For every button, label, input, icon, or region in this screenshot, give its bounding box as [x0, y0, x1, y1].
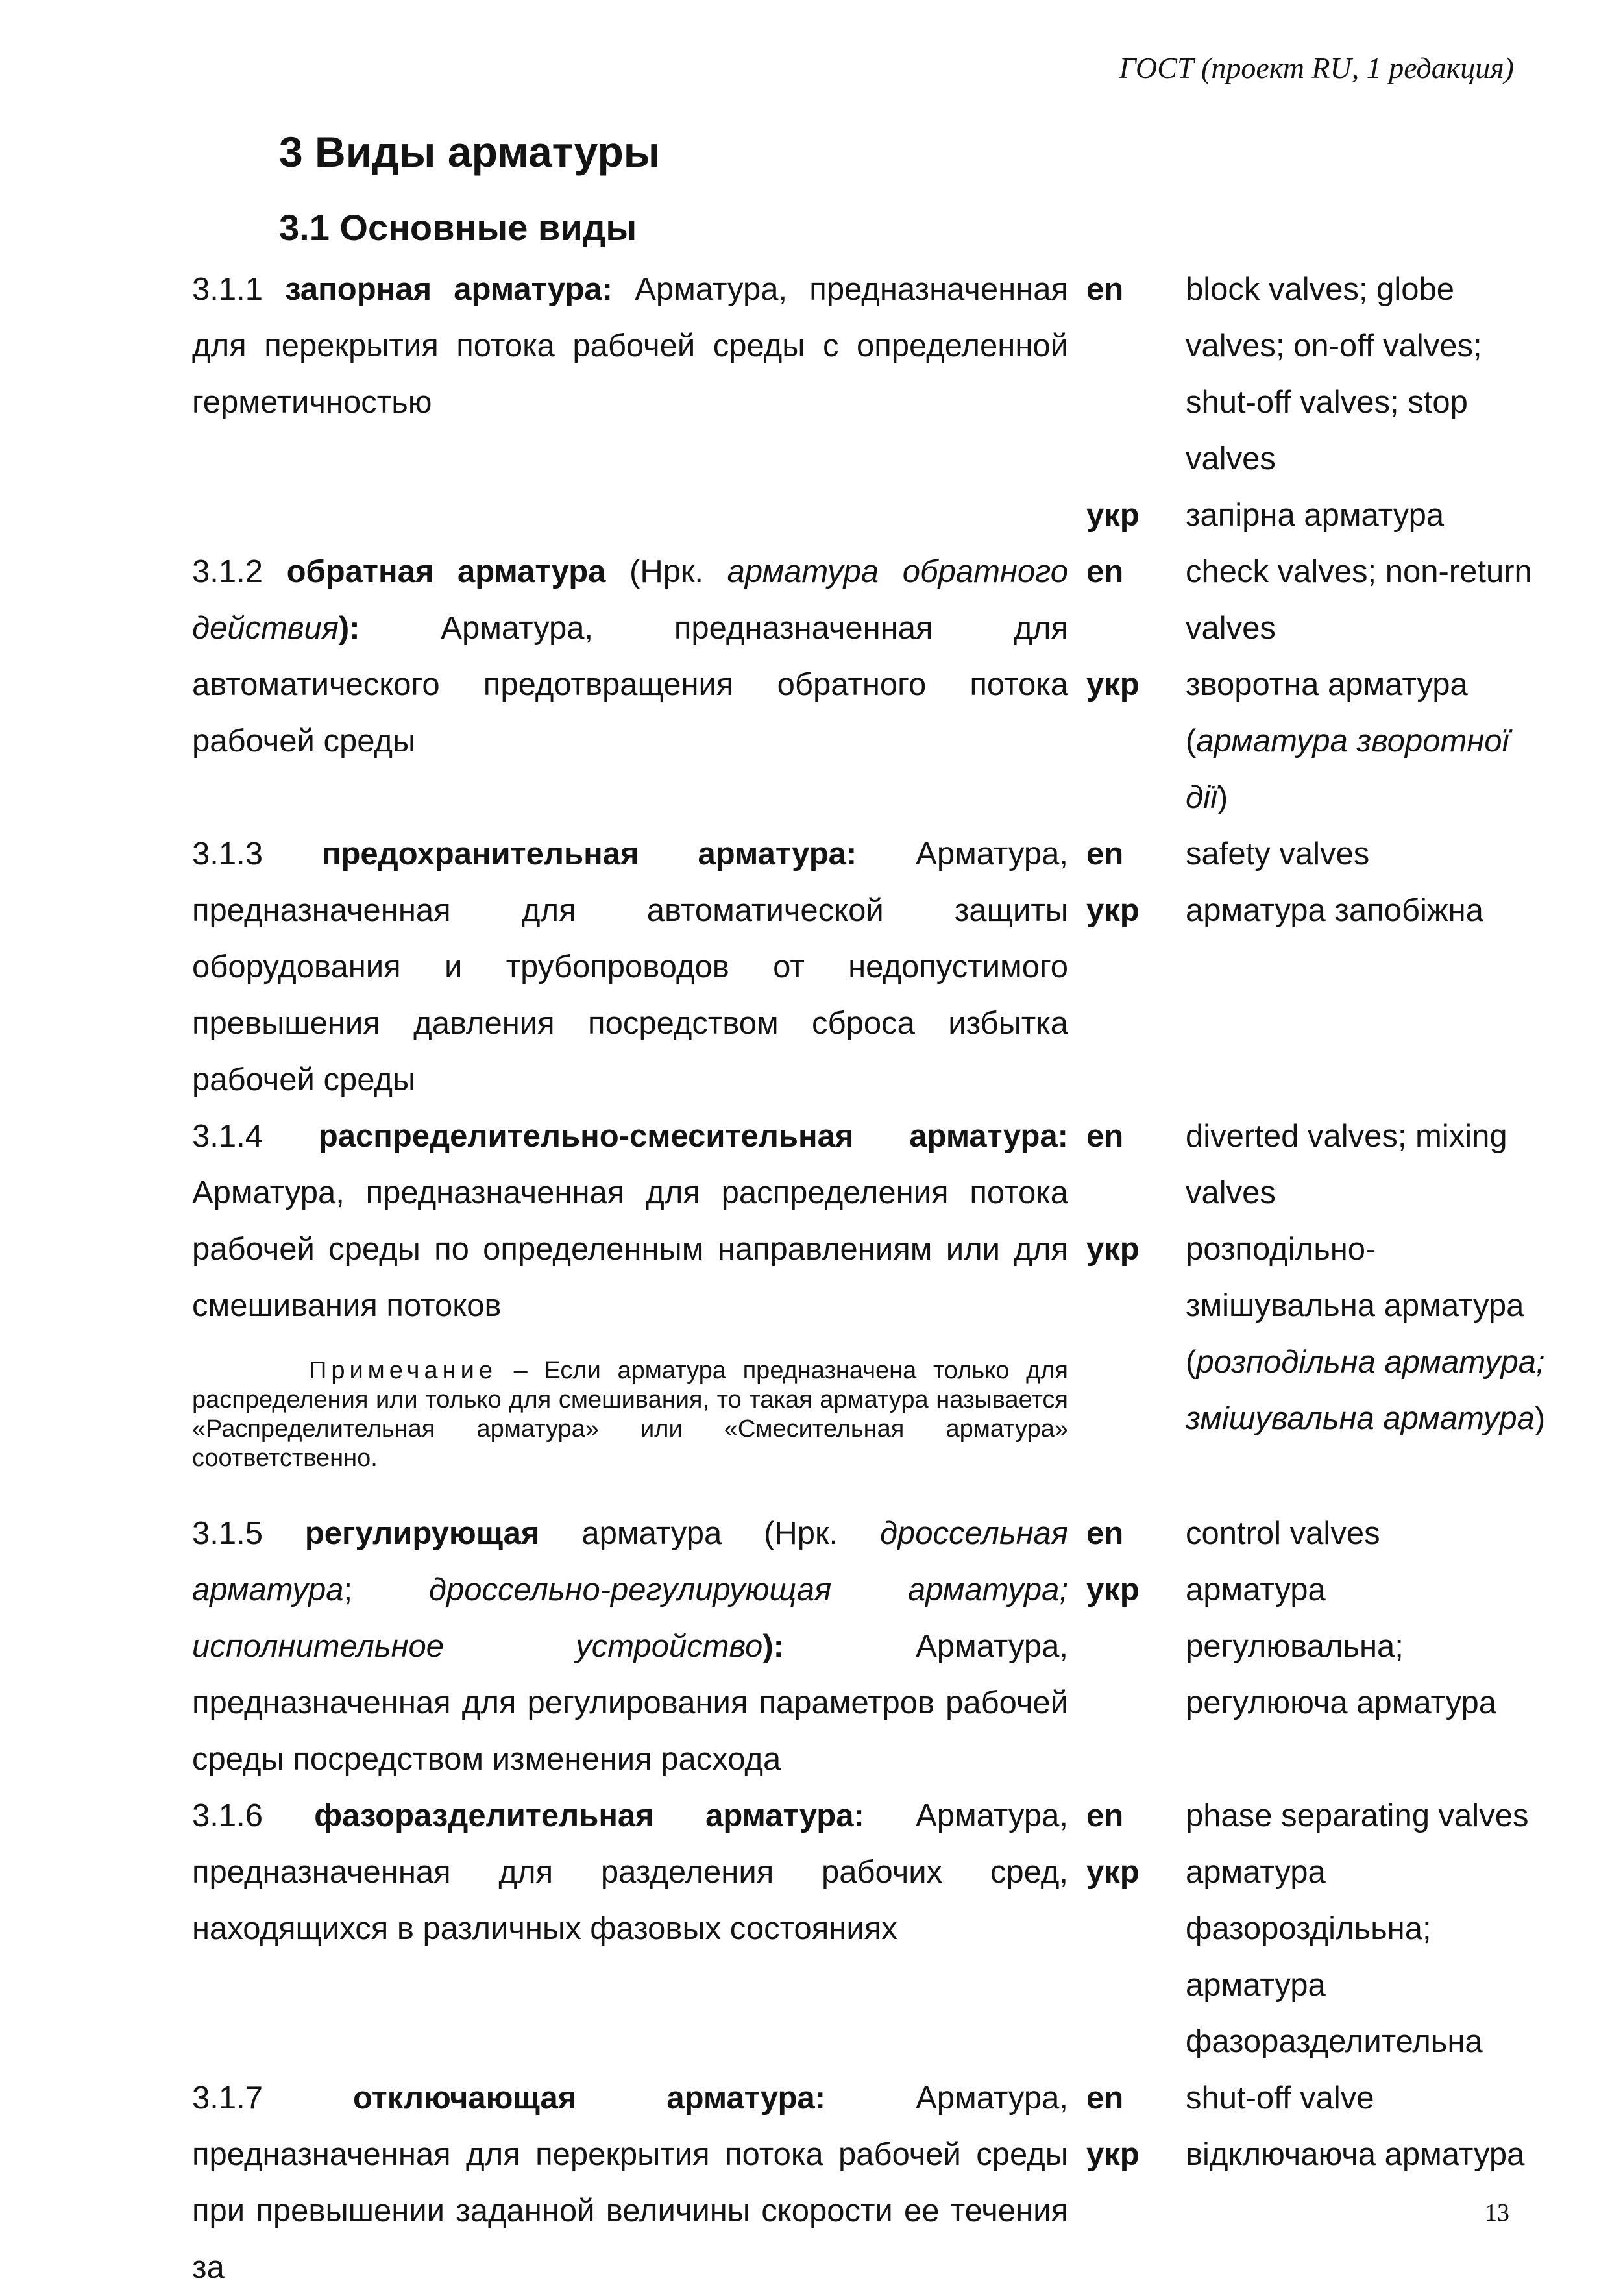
term-definition — [192, 2070, 1068, 2296]
term-number: 3.1.1 — [192, 272, 263, 307]
note-label: Примечание — [309, 1357, 497, 1384]
translations — [1186, 1108, 1546, 1506]
term-definition: 3.1.5 регулирующая арматура (Нрк. дроссельная арматура; дроссельно-регулирующая арматура; исполнительное устройство): Арматура, предназначенная для регулирования параметров рабочей среды посредством изменения расхода — [192, 1516, 1068, 1777]
term-number: 3.1.7 — [192, 2081, 263, 2116]
translation-uk: розподільно-змішувальна арматура (розподільна арматура; змішувальна арматура) — [1186, 1232, 1546, 1436]
lang-code-uk: укр — [1086, 1572, 1140, 1607]
translation-en: shut-off valve — [1186, 2081, 1374, 2116]
term-number: 3.1.5 — [192, 1516, 263, 1551]
terms-list — [192, 262, 1546, 2296]
translations — [1186, 544, 1546, 826]
term-name: запорная арматура: — [285, 272, 613, 307]
definition-text: Арматура, предназначенная для регулирования параметров рабочей среды посредством изменения расхода — [192, 1629, 1068, 1777]
translations — [1186, 826, 1546, 1108]
definition-text: Арматура, предназначенная для автоматической защиты оборудования и трубопроводов от недопустимого превышения давления посредством сброса избытка рабочей среды — [192, 837, 1068, 1097]
definition-text: Арматура, предназначенная для разделения рабочих сред, находящихся в различных фазовых состояниях — [192, 1798, 1068, 1946]
term-definition — [192, 826, 1068, 1108]
definition-text: Арматура, предназначенная для распределения потока рабочей среды по определенным направлениям или для смешивания потоков — [192, 1175, 1068, 1323]
note-text: – Если арматура предназначена только для распределения или только для смешивания, то такая арматура называется «Распределительная арматура» или «Смесительная арматура» соответственно. — [192, 1357, 1069, 1472]
definition-text: Арматура, предназначенная для перекрытия потока рабочей среды при превышении заданной величины скорости ее течения за — [192, 2081, 1068, 2285]
term-name: распределительно-смесительная арматура: — [318, 1119, 1068, 1154]
term-entry — [192, 1108, 1546, 1506]
term-name: обратная арматура — [286, 554, 606, 589]
translation-en: diverted valves; mixing valves — [1186, 1119, 1507, 1210]
term-definition: 3.1.2 обратная арматура (Нрк. арматура обратного действия): Арматура, предназначенная для автоматического предотвращения обратного потока рабочей среды — [192, 554, 1068, 759]
term-definition — [192, 262, 1068, 544]
translations — [1186, 2070, 1546, 2296]
language-codes — [1086, 262, 1167, 544]
language-codes — [1086, 544, 1167, 826]
translation-en: block valves; globe valves; on-off valves; shut-off valves; stop valves — [1186, 272, 1482, 476]
term-name: регулирующая — [304, 1516, 540, 1551]
term-number: 3.1.2 — [192, 554, 263, 589]
note — [192, 1356, 1068, 1473]
lang-code-en: en — [1086, 2081, 1124, 2116]
translation-uk: арматура регулювальна; регулююча арматура — [1186, 1572, 1497, 1720]
lang-code-uk: укр — [1086, 1855, 1140, 1890]
deprecated-term: дроссельная арматура — [192, 1516, 1068, 1607]
translation-uk-alt: арматура зворотної дії — [1186, 724, 1509, 815]
translation-en: check valves; non-return valves — [1186, 554, 1532, 646]
term-entry — [192, 262, 1542, 544]
language-codes — [1086, 1788, 1167, 2070]
lang-code-uk: укр — [1086, 1232, 1140, 1267]
translations — [1186, 1506, 1546, 1788]
term-entry — [192, 1506, 1542, 1788]
term-entry — [192, 1788, 1542, 2070]
language-codes — [1086, 1506, 1167, 1788]
lang-code-uk: укр — [1086, 667, 1140, 702]
lang-code-en: en — [1086, 1119, 1124, 1154]
term-definition — [192, 1788, 1068, 2070]
running-header: ГОСТ (проект RU, 1 редакция) — [1119, 51, 1514, 84]
lang-code-en: en — [1086, 837, 1124, 872]
definition-text: Арматура, предназначенная для автоматического предотвращения обратного потока рабочей среды — [192, 611, 1068, 759]
term-name: отключающая арматура: — [353, 2081, 826, 2116]
translation-uk-alt: розподільна арматура; змішувальна арматура — [1186, 1345, 1545, 1436]
term-name: предохранительная арматура: — [321, 837, 857, 872]
translation-uk: арматура фазорозділььна; арматура фазоразделительна — [1186, 1855, 1483, 2059]
term-definition — [192, 1108, 1068, 1334]
lang-code-uk: укр — [1086, 893, 1140, 928]
language-codes — [1086, 826, 1167, 1108]
term-entry — [192, 2070, 1542, 2296]
term-entry — [192, 826, 1542, 1108]
definition-text: Арматура, предназначенная для перекрытия потока рабочей среды с определенной герметичностью — [192, 272, 1068, 420]
term-entry — [192, 544, 1542, 826]
section-heading: 3 Виды арматуры — [279, 128, 661, 176]
term-name: фазоразделительная арматура: — [314, 1798, 864, 1833]
subsection-heading: 3.1 Основные виды — [279, 207, 637, 248]
lang-code-en: en — [1086, 554, 1124, 589]
lang-code-en: en — [1086, 1516, 1124, 1551]
term-number: 3.1.4 — [192, 1119, 263, 1154]
language-codes — [1086, 2070, 1167, 2296]
lang-code-uk: укр — [1086, 2137, 1140, 2172]
translation-uk: зворотна арматура (арматура зворотної дії) — [1186, 667, 1509, 815]
term-number: 3.1.3 — [192, 837, 263, 872]
translations — [1186, 1788, 1546, 2070]
lang-code-en: en — [1086, 272, 1124, 307]
lang-code-en: en — [1086, 1798, 1124, 1833]
lang-code-uk: укр — [1086, 498, 1140, 533]
deprecated-term: дроссельно-регулирующая арматура; исполнительное устройство — [192, 1572, 1068, 1664]
term-definition-block — [192, 1108, 1068, 1506]
translation-uk: відключаюча арматура — [1186, 2137, 1525, 2172]
translation-en: safety valves — [1186, 837, 1370, 872]
language-codes — [1086, 1108, 1167, 1506]
translation-uk: запірна арматура — [1186, 498, 1445, 533]
translations — [1186, 262, 1546, 544]
translation-en: control valves — [1186, 1516, 1380, 1551]
page-number: 13 — [1485, 2199, 1509, 2227]
translation-en: phase separating valves — [1186, 1798, 1529, 1833]
translation-uk: арматура запобіжна — [1186, 893, 1483, 928]
deprecated-term: арматура обратного действия — [192, 554, 1068, 646]
term-number: 3.1.6 — [192, 1798, 263, 1833]
